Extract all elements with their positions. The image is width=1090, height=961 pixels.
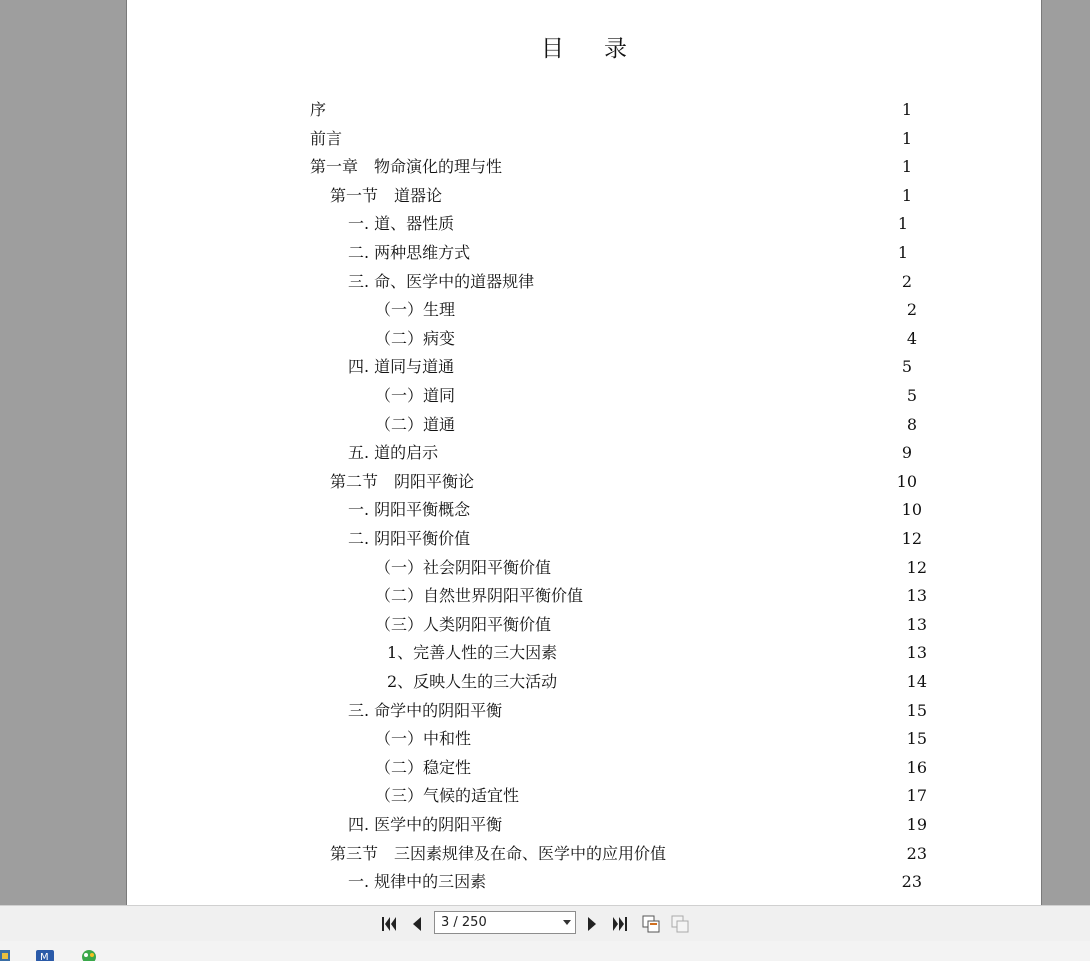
- toc-entry-label: 四. 医学中的阴阳平衡: [348, 815, 503, 834]
- toc-entry-page: 1: [901, 100, 912, 119]
- toc-entry-page: 1: [901, 157, 912, 177]
- dot-leader: [472, 728, 906, 748]
- toc-entry-label: 第三节 三因素规律及在命、医学中的应用价值: [330, 843, 667, 863]
- toc-entry-label: 一. 道、器性质: [348, 214, 455, 234]
- toc-entry: [348, 264, 912, 292]
- toc-entry-label: 二. 两种思维方式: [348, 243, 471, 262]
- toc-entry-page: 19: [906, 815, 927, 834]
- toc-entry-label: 二. 阴阳平衡价值: [348, 529, 471, 548]
- dot-leader: [439, 442, 901, 462]
- chevron-down-icon: [563, 920, 571, 925]
- taskbar: [0, 941, 1090, 961]
- dot-leader: [520, 785, 906, 805]
- toc-entry: [375, 721, 927, 749]
- dot-leader: [471, 242, 897, 262]
- toc-entry-page: 12: [901, 529, 922, 548]
- first-page-icon: [379, 914, 399, 934]
- dot-leader: [584, 585, 906, 605]
- dot-leader: [443, 185, 901, 205]
- dot-leader: [503, 814, 905, 834]
- toc-entry: [375, 550, 927, 578]
- toc-entry: [375, 378, 917, 406]
- toc-entry-label: （二）道通: [375, 414, 456, 434]
- toc-entry-label: 2、反映人生的三大活动: [387, 672, 558, 691]
- toc-entry-label: （二）稳定性: [375, 757, 472, 777]
- toc-entry-page: 12: [906, 557, 927, 577]
- toc-entry-page: 8: [906, 414, 917, 434]
- page-number-select[interactable]: [434, 911, 576, 934]
- two-page-view-icon: [670, 914, 690, 934]
- toc-entry-label: 1、完善人性的三大因素: [387, 643, 558, 663]
- toc-entry-page: 15: [906, 700, 927, 720]
- toc-entry-label: 三. 命、医学中的道器规律: [348, 271, 535, 291]
- toc-entry-label: 四. 道同与道通: [348, 357, 455, 377]
- toc-entry-page: 23: [901, 872, 922, 892]
- toc-entry: [375, 750, 927, 778]
- toc-entry-label: 前言: [310, 128, 343, 148]
- toc-entry: [375, 607, 927, 635]
- toc-entry-page: 9: [901, 443, 912, 463]
- toc-entry: [348, 235, 908, 263]
- toc-entry-label: 三. 命学中的阴阳平衡: [348, 700, 503, 720]
- dot-leader: [472, 757, 906, 777]
- toc-entry-label: （三）人类阴阳平衡价值: [375, 614, 552, 634]
- toc-entry-page: 1: [901, 128, 912, 148]
- toc-entry-page: 5: [901, 357, 912, 377]
- dot-leader: [667, 843, 906, 863]
- page-title: 目录: [541, 36, 667, 62]
- toc-entry-page: 16: [906, 757, 927, 777]
- toc-entry: [387, 635, 927, 663]
- toc-entry-page: 17: [906, 786, 927, 806]
- toc-entry-page: 2: [906, 300, 917, 320]
- toc-entry-page: 1: [897, 243, 908, 262]
- toc-entry-page: 13: [906, 586, 927, 606]
- toc-entry: [375, 778, 927, 806]
- toc-entry: [387, 664, 927, 692]
- toc-entry-page: 10: [896, 471, 917, 491]
- dot-leader: [455, 213, 897, 233]
- dot-leader: [535, 271, 901, 291]
- toc-entry: [310, 149, 912, 177]
- toc-entry-page: 1: [897, 214, 908, 234]
- toc-entry-page: 13: [906, 614, 927, 634]
- toc-entry: [348, 521, 922, 549]
- previous-page-button[interactable]: [407, 914, 427, 934]
- dot-leader: [471, 528, 900, 548]
- single-page-view-button[interactable]: [641, 914, 661, 934]
- last-page-icon: [610, 914, 630, 934]
- page-indicator: 3 / 250: [441, 915, 487, 930]
- last-page-button[interactable]: [610, 914, 630, 934]
- toc-entry-page: 10: [901, 500, 922, 520]
- toc-entry: [348, 435, 912, 463]
- toc-entry: [375, 321, 917, 349]
- toc-entry-page: 23: [906, 843, 927, 863]
- toc-entry-label: （三）气候的适宜性: [375, 786, 520, 806]
- dot-leader: [343, 128, 901, 148]
- dot-leader: [471, 499, 900, 519]
- toc-entry-label: （一）社会阴阳平衡价值: [375, 557, 552, 577]
- dot-leader: [552, 614, 906, 634]
- dot-leader: [558, 642, 905, 662]
- toc-entry-page: 1: [901, 185, 912, 205]
- toc-entry: [348, 206, 908, 234]
- dot-leader: [487, 871, 900, 891]
- app-icon-1[interactable]: [0, 947, 16, 961]
- single-page-view-icon: [641, 914, 661, 934]
- toc-entry: [348, 864, 922, 892]
- app-icon-2[interactable]: [36, 947, 52, 961]
- toc-entry: [310, 121, 912, 149]
- toc-entry-label: 一. 规律中的三因素: [348, 872, 487, 892]
- toc-entry-page: 5: [906, 386, 917, 405]
- next-page-icon: [582, 914, 602, 934]
- toc-entry: [330, 836, 927, 864]
- toc-entry: [348, 349, 912, 377]
- toc-entry-label: （二）自然世界阴阳平衡价值: [375, 586, 584, 606]
- next-page-button[interactable]: [582, 914, 602, 934]
- toc-entry-page: 4: [906, 328, 917, 348]
- dot-leader: [503, 156, 901, 176]
- toc-entry-page: 14: [906, 672, 927, 691]
- app-icon-3[interactable]: [80, 947, 96, 961]
- dot-leader: [455, 356, 901, 376]
- dot-leader: [552, 557, 906, 577]
- document-page: [126, 0, 1042, 905]
- toc-entry-page: 15: [906, 729, 927, 749]
- toc-entry: [310, 92, 912, 120]
- toc-entry: [375, 292, 917, 320]
- toc-entry: [330, 464, 917, 492]
- toc-entry-label: （一）道同: [375, 386, 456, 405]
- dot-leader: [503, 700, 905, 720]
- toc-entry: [375, 578, 927, 606]
- toc-entry: [330, 178, 912, 206]
- dot-leader: [475, 471, 896, 491]
- toc-entry-page: 13: [906, 643, 927, 663]
- toc-entry-label: （一）中和性: [375, 729, 472, 749]
- toc-entry-label: 序: [310, 100, 327, 119]
- dot-leader: [456, 328, 906, 348]
- toc-entry-label: 第一节 道器论: [330, 185, 443, 205]
- dot-leader: [456, 385, 906, 405]
- toc-entry-label: （一）生理: [375, 300, 456, 320]
- toc-entry: [348, 807, 927, 835]
- toc-entry-label: 一. 阴阳平衡概念: [348, 500, 471, 520]
- toc-entry-label: 第一章 物命演化的理与性: [310, 157, 503, 177]
- dot-leader: [456, 414, 906, 434]
- toc-entry: [375, 407, 917, 435]
- two-page-view-button[interactable]: [670, 914, 690, 934]
- navigation-toolbar: [0, 905, 1090, 942]
- dot-leader: [456, 299, 906, 319]
- dot-leader: [558, 671, 905, 691]
- svg-text:M: M: [40, 952, 49, 961]
- toc-entry-label: 第二节 阴阳平衡论: [330, 471, 475, 491]
- dot-leader: [327, 99, 901, 119]
- toc-entry: [348, 693, 927, 721]
- toc-entry-label: 五. 道的启示: [348, 443, 439, 463]
- toc-entry: [348, 492, 922, 520]
- toc-entry-label: （二）病变: [375, 328, 456, 348]
- previous-page-icon: [407, 914, 427, 934]
- toc-entry-page: 2: [901, 271, 912, 291]
- first-page-button[interactable]: [379, 914, 399, 934]
